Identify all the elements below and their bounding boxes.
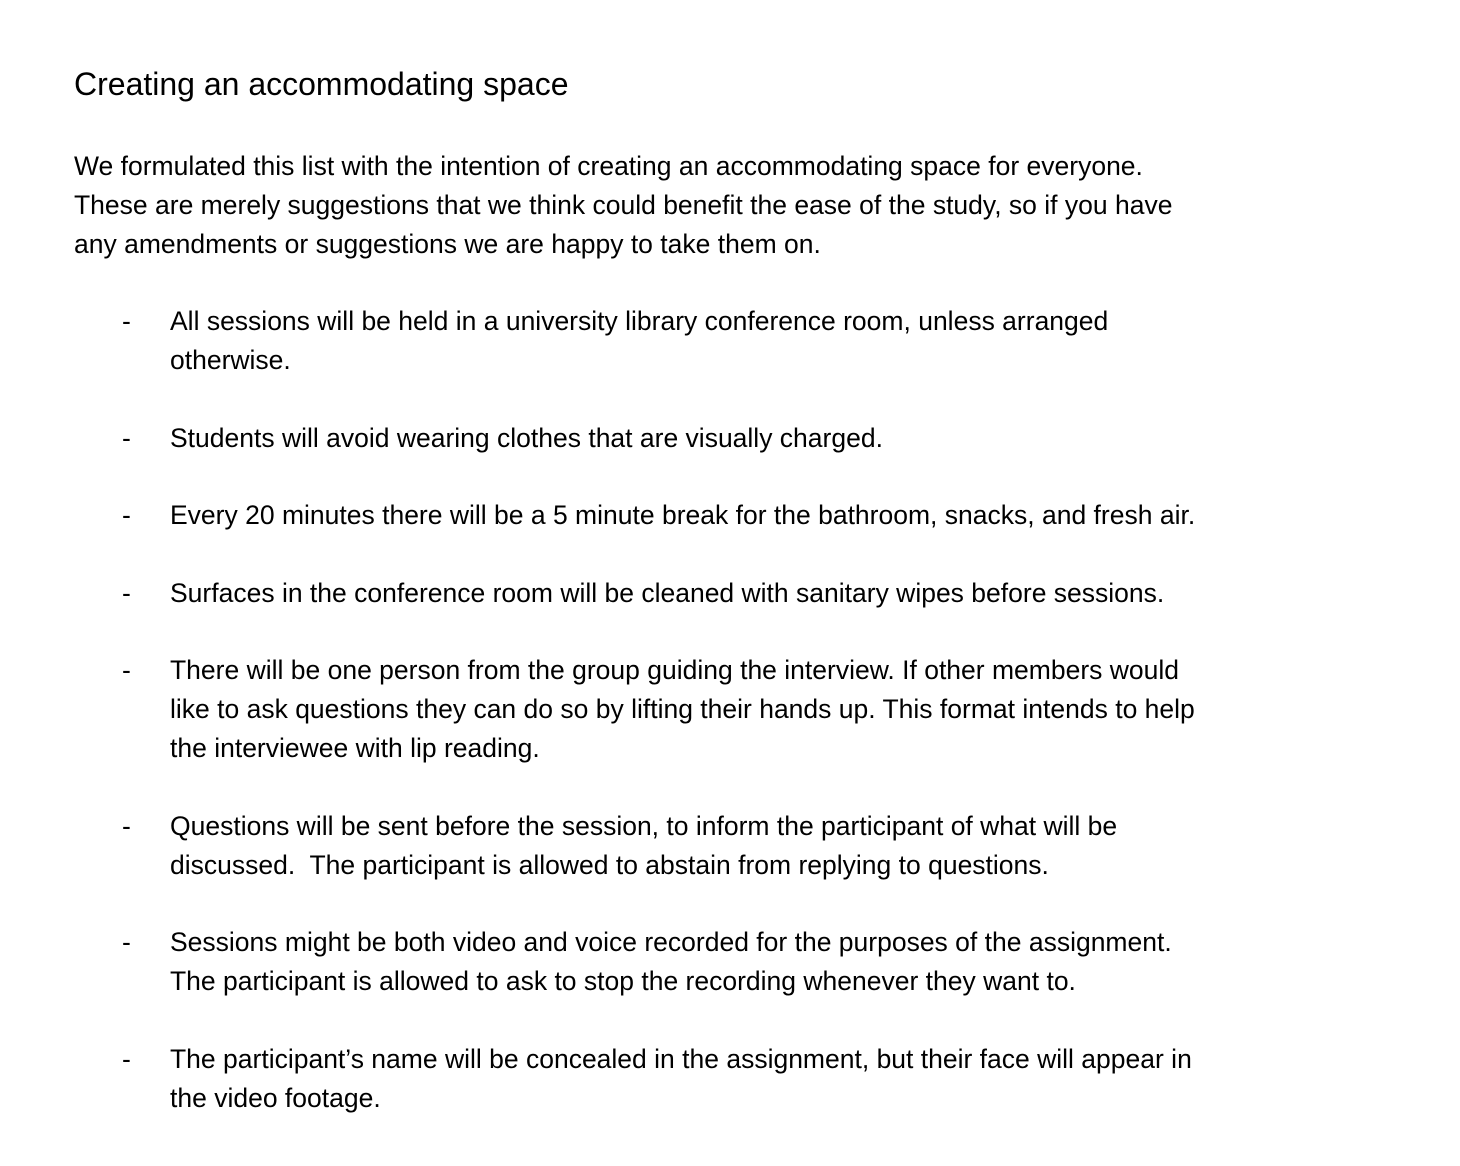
list-item-line: the interviewee with lip reading. bbox=[170, 733, 540, 763]
dash-bullet: - bbox=[122, 810, 131, 841]
list-item-line: The participant is allowed to ask to stop the recording whenever they want to. bbox=[170, 966, 1076, 996]
dash-bullet: - bbox=[122, 500, 131, 530]
list-item-line: the video footage. bbox=[170, 1082, 381, 1113]
list-item bbox=[74, 807, 1374, 885]
intro-line: These are merely suggestions that we think could benefit the ease of the study, so if you have bbox=[74, 190, 1173, 220]
intro-line: any amendments or suggestions we are happy to take them on. bbox=[74, 229, 821, 259]
document-title: Creating an accommodating space bbox=[74, 66, 569, 102]
list-item-text bbox=[170, 419, 1374, 458]
dash-bullet: - bbox=[122, 927, 131, 957]
list-item-text bbox=[170, 302, 1374, 380]
list-item-line: There will be one person from the group guiding the interview. If other members would bbox=[170, 655, 1180, 685]
dash-bullet: - bbox=[122, 306, 131, 336]
list-item-text bbox=[170, 574, 1374, 613]
list-item-line: like to ask questions they can do so by lifting their hands up. This format intends to help bbox=[170, 694, 1195, 724]
list-item bbox=[74, 651, 1374, 768]
dash-bullet: - bbox=[122, 1043, 131, 1074]
list-item-line: Sessions might be both video and voice recorded for the purposes of the assignment. bbox=[170, 927, 1172, 957]
list-item bbox=[74, 496, 1374, 535]
list-item-text bbox=[170, 1040, 1374, 1118]
list-item bbox=[74, 1040, 1374, 1118]
list-item-text bbox=[170, 923, 1374, 1001]
list-item-line: All sessions will be held in a university library conference room, unless arranged bbox=[170, 306, 1109, 336]
dash-bullet: - bbox=[122, 655, 131, 685]
list-item bbox=[74, 419, 1374, 458]
guidelines-list bbox=[74, 302, 1374, 1156]
list-item-line: Students will avoid wearing clothes that are visually charged. bbox=[170, 422, 883, 453]
list-item-line: Questions will be sent before the session, to inform the participant of what will be bbox=[170, 810, 1118, 841]
intro-line: We formulated this list with the intention of creating an accommodating space for everyone. bbox=[74, 151, 1143, 181]
list-item-line: The participant’s name will be concealed in the assignment, but their face will appear in bbox=[170, 1043, 1192, 1074]
list-item-text bbox=[170, 651, 1374, 768]
list-item bbox=[74, 302, 1374, 380]
dash-bullet: - bbox=[122, 422, 131, 453]
list-item-text bbox=[170, 496, 1374, 535]
intro-paragraph bbox=[74, 147, 1314, 264]
list-item-line: otherwise. bbox=[170, 345, 291, 375]
list-item bbox=[74, 923, 1374, 1001]
dash-bullet: - bbox=[122, 577, 131, 608]
list-item-line: discussed. The participant is allowed to abstain from replying to questions. bbox=[170, 849, 1049, 880]
list-item-text bbox=[170, 807, 1374, 885]
list-item bbox=[74, 574, 1374, 613]
list-item-line: Surfaces in the conference room will be cleaned with sanitary wipes before sessions. bbox=[170, 577, 1165, 608]
list-item-line: Every 20 minutes there will be a 5 minute break for the bathroom, snacks, and fresh air. bbox=[170, 500, 1196, 530]
